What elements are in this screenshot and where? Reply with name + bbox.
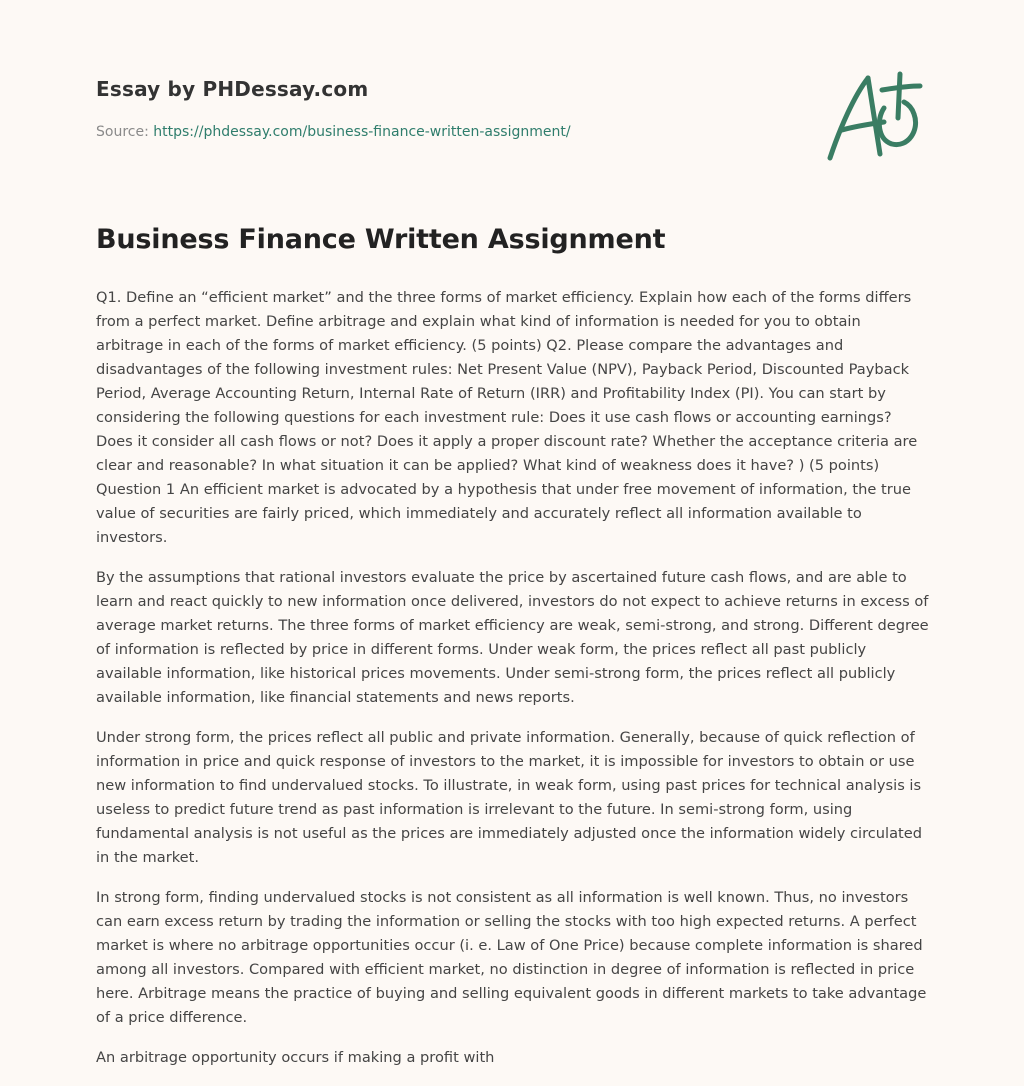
- a-plus-logo-icon: [822, 68, 926, 164]
- essay-paragraph: An arbitrage opportunity occurs if making a profit with: [96, 1049, 495, 1066]
- site-title: Essay by PHDessay.com: [96, 77, 369, 101]
- essay-paragraph: Under strong form, the prices reflect all public and private information. Generally, because of quick reflection of information in price and quick response of investors to the market, it is impossible for investors to obtain or use new information to find undervalued stocks. To illustrate, in weak form, using past prices for technical analysis is useless to predict future trend as past information is irrelevant to the future. In semi-strong form, using fundamental analysis is not useful as the prices are immediately adjusted once the information widely circulated in the market.: [96, 729, 923, 866]
- essay-title: Business Finance Written Assignment: [96, 224, 666, 255]
- source-label: Source:: [96, 124, 149, 140]
- essay-paragraph: By the assumptions that rational investors evaluate the price by ascertained future cash flows, and are able to learn and react quickly to new information once delivered, investors do not expect to achieve returns in excess of average market returns. The three forms of market efficiency are weak, semi-strong, and strong. Different degree of information is reflected by price in different forms. Under weak form, the prices reflect all past publicly available information, like historical prices movements. Under semi-strong form, the prices reflect all publicly available information, like financial statements and news reports.: [96, 569, 929, 706]
- essay-body: [96, 286, 932, 1086]
- source-line: [96, 124, 571, 140]
- source-link[interactable]: https://phdessay.com/business-finance-written-assignment/: [153, 124, 571, 140]
- essay-paragraph: Q1. Define an “efficient market” and the three forms of market efficiency. Explain how each of the forms differs from a perfect market. Define arbitrage and explain what kind of information is needed for you to obtain arbitrage in each of the forms of market efficiency. (5 points) Q2. Please compare the advantages and disadvantages of the following investment rules: Net Present Value (NPV), Payback Period, Discounted Payback Period, Average Accounting Return, Internal Rate of Return (IRR) and Profitability Index (PI). You can start by considering the following questions for each investment rule: Does it use cash flows or accounting earnings? Does it consider all cash flows or not? Does it apply a proper discount rate? Whether the acceptance criteria are clear and reasonable? In what situation it can be applied? What kind of weakness does it have? ) (5 points) Question 1 An efficient market is advocated by a hypothesis that under free movement of information, the true value of securities are fairly priced, which immediately and accurately reflect all information available to investors.: [96, 289, 918, 546]
- essay-paragraph: In strong form, finding undervalued stocks is not consistent as all information is well known. Thus, no investors can earn excess return by trading the information or selling the stocks with too high expected returns. A perfect market is where no arbitrage opportunities occur (i. e. Law of One Price) because complete information is shared among all investors. Compared with efficient market, no distinction in degree of information is reflected in price here. Arbitrage means the practice of buying and selling equivalent goods in different markets to take advantage of a price difference.: [96, 889, 927, 1026]
